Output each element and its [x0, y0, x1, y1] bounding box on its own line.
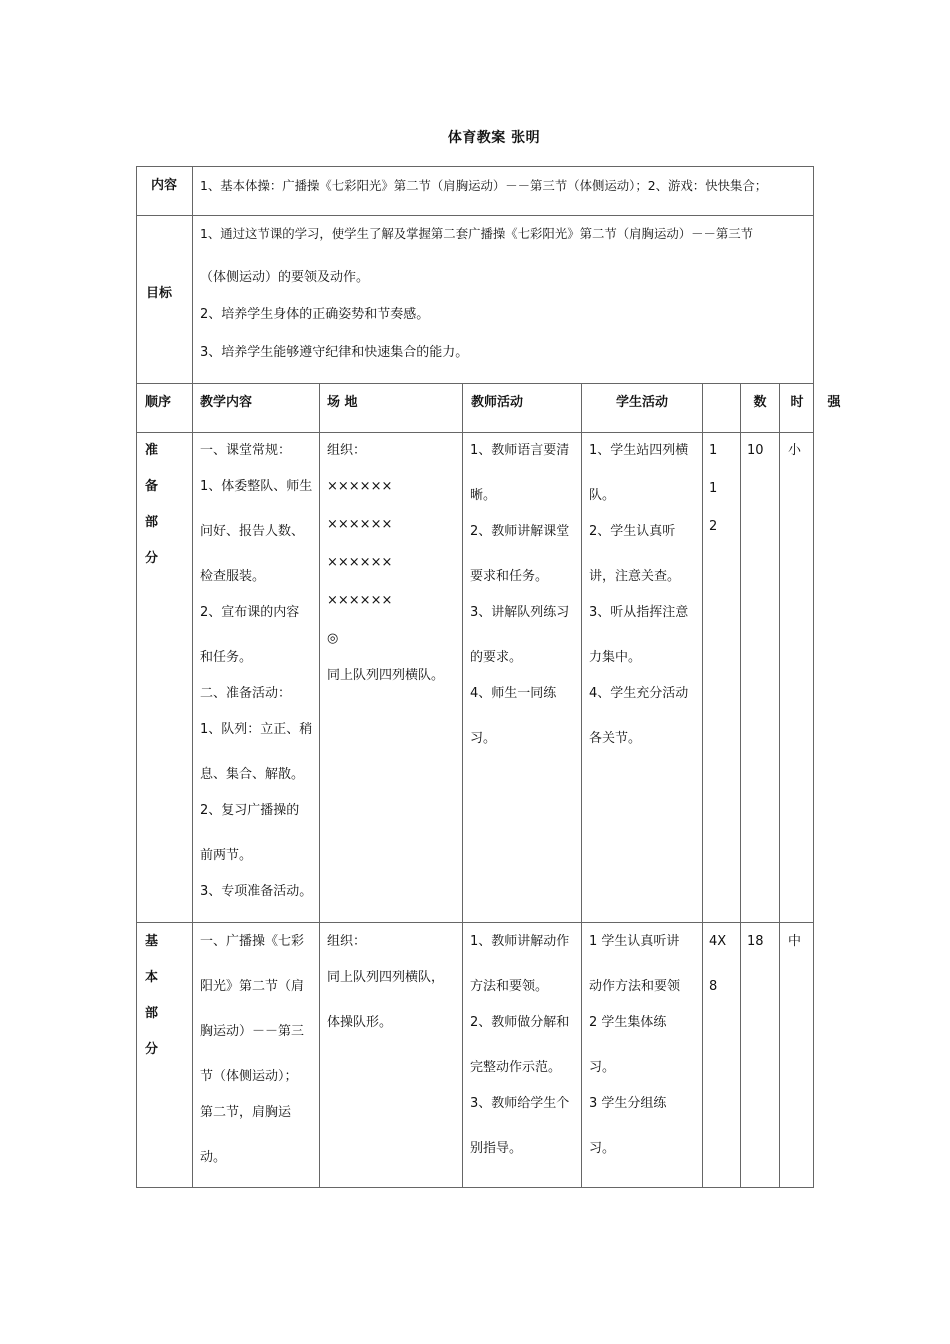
- prep-count-digit: 2: [709, 519, 718, 534]
- basic-count-line: 8: [709, 979, 718, 994]
- rule-col-2: [319, 383, 320, 1188]
- prep-teacher-line: 习。: [470, 731, 497, 746]
- header-student: 学生活动: [615, 395, 668, 410]
- header-intensity: 强: [827, 395, 841, 410]
- prep-content-line: 二、准备活动：: [200, 686, 292, 701]
- lesson-plan-table: [136, 166, 841, 1188]
- prep-teacher-line: 晰。: [470, 488, 497, 503]
- rule-after-header: [136, 432, 814, 433]
- rule-bottom: [136, 1187, 814, 1188]
- basic-content-line: 动。: [200, 1150, 227, 1165]
- basic-venue-line: 组织：: [327, 934, 367, 949]
- prep-student-line: 4、学生充分活动: [589, 686, 689, 701]
- prep-student-line: 各关节。: [589, 731, 642, 746]
- basic-count-line: 4X: [709, 934, 727, 949]
- basic-student-line: 2 学生集体练: [589, 1015, 667, 1030]
- basic-section-char: 基: [145, 934, 159, 949]
- prep-content-line: 问好、报告人数、: [200, 524, 305, 539]
- prep-section-char: 分: [145, 551, 159, 566]
- basic-student-line: 1 学生认真听讲: [589, 934, 680, 949]
- basic-venue-line: 同上队列四列横队，: [327, 970, 445, 985]
- prep-student-line: 2、学生认真听: [589, 524, 676, 539]
- page-title: 体育教案 张明: [447, 130, 541, 146]
- rule-col-3: [462, 383, 463, 1188]
- prep-teacher-line: 的要求。: [470, 650, 523, 665]
- basic-content-line: 阳光》第二节（肩: [200, 979, 305, 994]
- prep-content-line: 1、队列：立正、稍: [200, 722, 313, 737]
- goal-line-4: 3、培养学生能够遵守纪律和快速集合的能力。: [200, 345, 469, 360]
- prep-venue-line: 同上队列四列横队。: [327, 668, 445, 683]
- prep-student-line: 3、听从指挥注意: [589, 605, 689, 620]
- rule-col-6: [740, 383, 741, 1188]
- prep-venue-formation: ××××××: [327, 593, 393, 608]
- header-count: 数: [753, 395, 767, 410]
- basic-teacher-line: 2、教师做分解和: [470, 1015, 570, 1030]
- basic-student-line: 习。: [589, 1141, 616, 1156]
- prep-student-line: 讲，注意关查。: [589, 569, 681, 584]
- prep-venue-teacher-mark: ◎: [327, 631, 339, 646]
- prep-content-line: 3、专项准备活动。: [200, 884, 313, 899]
- prep-section-char: 部: [145, 515, 159, 530]
- basic-teacher-line: 完整动作示范。: [470, 1060, 562, 1075]
- prep-venue-formation: ××××××: [327, 517, 393, 532]
- prep-section-char: 备: [145, 479, 159, 494]
- basic-teacher-line: 方法和要领。: [470, 979, 549, 994]
- prep-content-line: 2、宣布课的内容: [200, 605, 300, 620]
- header-order: 顺序: [145, 395, 172, 410]
- rule-col-1: [192, 166, 193, 1188]
- header-content: 教学内容: [200, 395, 253, 410]
- basic-content-line: 第二节，肩胸运: [200, 1105, 292, 1120]
- prep-teacher-line: 3、讲解队列练习: [470, 605, 570, 620]
- rule-after-goal: [136, 383, 814, 384]
- prep-student-line: 1、学生站四列横: [589, 443, 689, 458]
- prep-intensity: 小: [788, 443, 802, 458]
- prep-content-line: 2、复习广播操的: [200, 803, 300, 818]
- prep-content-line: 息、集合、解散。: [200, 767, 305, 782]
- basic-section-char: 部: [145, 1006, 159, 1021]
- basic-section-char: 本: [145, 970, 159, 985]
- basic-content-line: 胸运动）－－第三: [200, 1024, 305, 1039]
- basic-student-line: 习。: [589, 1060, 616, 1075]
- rule-col-4: [581, 383, 582, 1188]
- basic-content-line: 节（体侧运动）；: [200, 1069, 298, 1084]
- basic-teacher-line: 别指导。: [470, 1141, 523, 1156]
- prep-time: 10: [747, 443, 764, 458]
- rule-after-prep: [136, 922, 814, 923]
- prep-content-line: 一、课堂常规：: [200, 443, 292, 458]
- content-label: 内容: [150, 178, 177, 193]
- prep-content-line: 检查服装。: [200, 569, 266, 584]
- goal-line-3: 2、培养学生身体的正确姿势和节奏感。: [200, 307, 430, 322]
- rule-left: [136, 166, 137, 1188]
- header-venue: 场 地: [327, 395, 358, 410]
- prep-teacher-line: 要求和任务。: [470, 569, 549, 584]
- header-time: 时: [790, 395, 804, 410]
- rule-right: [813, 166, 814, 1188]
- rule-col-7: [779, 383, 780, 1188]
- basic-content-line: 一、广播操《七彩: [200, 934, 305, 949]
- prep-student-line: 队。: [589, 488, 616, 503]
- basic-teacher-line: 1、教师讲解动作: [470, 934, 570, 949]
- prep-count-digit: 1: [709, 481, 718, 496]
- rule-top: [136, 166, 814, 167]
- prep-teacher-line: 4、师生一同练: [470, 686, 557, 701]
- content-text: 1、基本体操：广播操《七彩阳光》第二节（肩胸运动）－－第三节（体侧运动）；2、游戏：快快集合；: [200, 178, 768, 193]
- prep-venue-formation: ××××××: [327, 555, 393, 570]
- basic-student-line: 动作方法和要领: [589, 979, 681, 994]
- prep-content-line: 和任务。: [200, 650, 253, 665]
- goal-label: 目标: [146, 286, 173, 301]
- prep-venue-line: 组织：: [327, 443, 367, 458]
- prep-venue-formation: ××××××: [327, 479, 393, 494]
- basic-venue-line: 体操队形。: [327, 1015, 393, 1030]
- basic-teacher-line: 3、教师给学生个: [470, 1096, 570, 1111]
- rule-col-5: [702, 383, 703, 1188]
- prep-section-char: 准: [145, 443, 159, 458]
- goal-line-2: （体侧运动）的要领及动作。: [200, 270, 370, 285]
- prep-content-line: 1、体委整队、师生: [200, 479, 313, 494]
- basic-time: 18: [747, 934, 764, 949]
- prep-teacher-line: 2、教师讲解课堂: [470, 524, 570, 539]
- basic-section-char: 分: [145, 1042, 159, 1057]
- prep-content-line: 前两节。: [200, 848, 253, 863]
- prep-student-line: 力集中。: [589, 650, 642, 665]
- basic-student-line: 3 学生分组练: [589, 1096, 667, 1111]
- basic-intensity: 中: [788, 934, 802, 949]
- header-teacher: 教师活动: [471, 395, 524, 410]
- prep-teacher-line: 1、教师语言要清: [470, 443, 570, 458]
- prep-count-digit: 1: [709, 443, 718, 458]
- rule-after-content: [136, 215, 814, 216]
- goal-line-1: 1、通过这节课的学习，使学生了解及掌握第二套广播操《七彩阳光》第二节（肩胸运动）－－第三节: [200, 226, 754, 241]
